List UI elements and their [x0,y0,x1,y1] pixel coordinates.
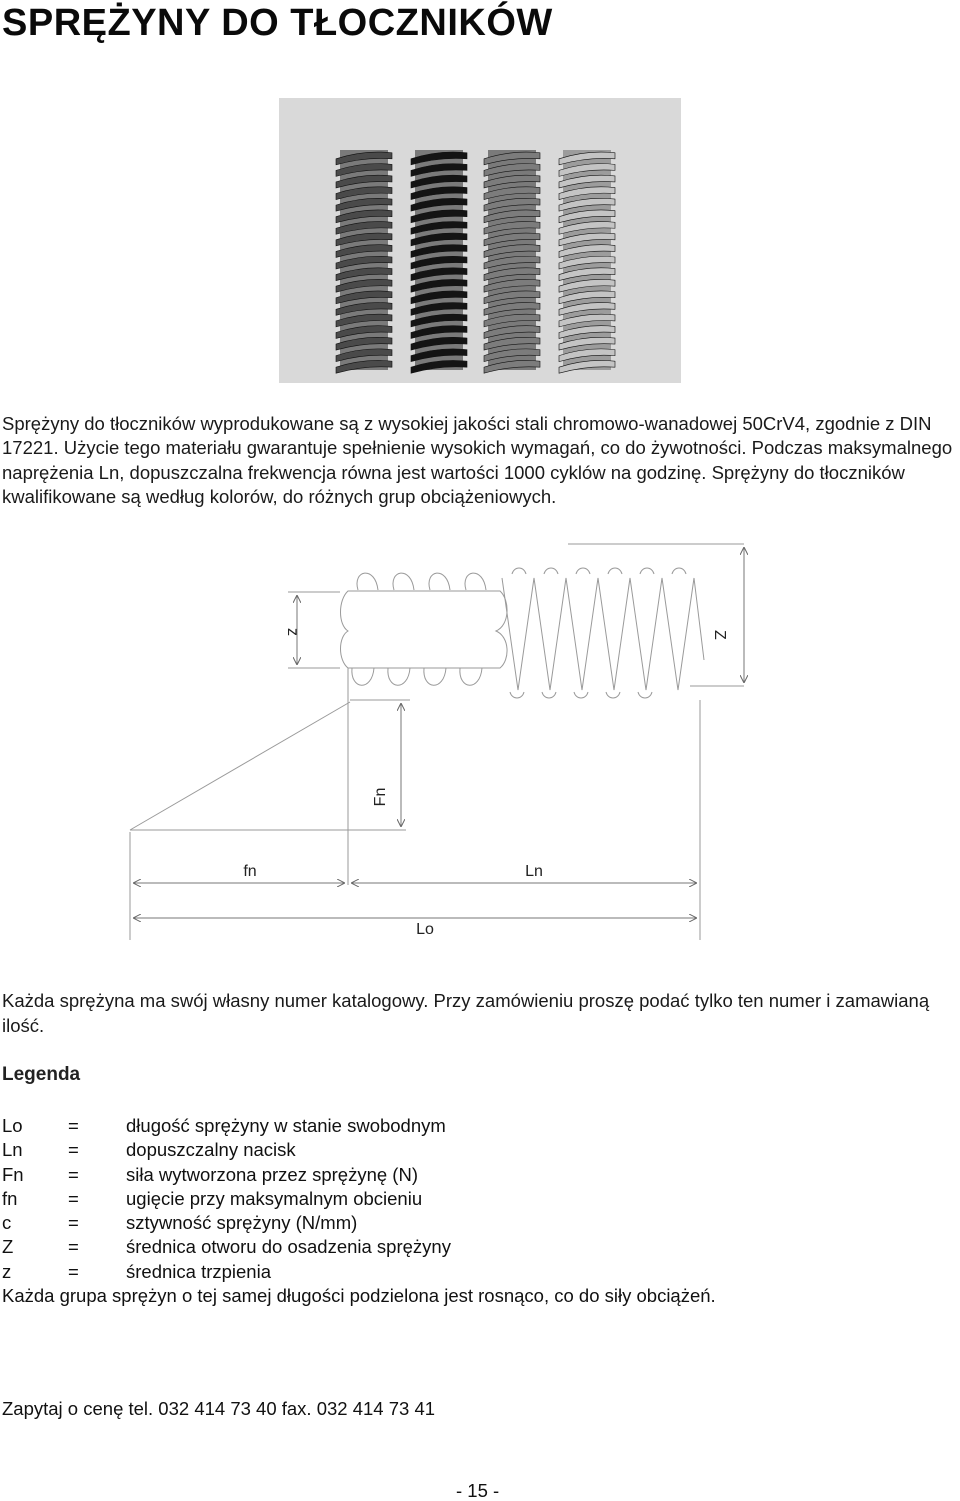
legend-item [2,1163,902,1187]
catalog-note: Każda sprężyna ma swój własny numer katalogowy. Przy zamówieniu proszę podać tylko ten numer i zamawianą ilość. [2,990,930,1036]
legend-symbol: Lo [2,1115,23,1136]
springs-photo [279,98,681,383]
group-note: Każda grupa sprężyn o tej samej długości podzielona jest rosnąco, co do siły obciążeń. [2,1285,716,1306]
label-Z: Z [711,630,728,640]
legend-item [2,1187,902,1211]
legend-item [2,1260,902,1284]
label-fn: fn [243,863,257,880]
load-line [130,702,350,830]
label-z: z [284,628,301,636]
legend-equals: = [68,1139,79,1161]
mandrel [341,591,508,668]
legend-description: dopuszczalny nacisk [126,1139,296,1161]
label-Lo: Lo [416,921,434,938]
legend-equals: = [68,1187,79,1209]
spring-1 [336,150,392,373]
legend-equals: = [68,1115,79,1136]
legend-equals: = [68,1163,79,1185]
legend-description: ugięcie przy maksymalnym obcieniu [126,1187,423,1209]
label-Fn: Fn [372,787,389,807]
page-number: - 15 - [456,1480,500,1501]
compressed-coils-top [357,573,486,590]
spring-2 [411,150,467,373]
legend-symbol: Z [2,1236,14,1258]
contact-info: Zapytaj o cenę tel. 032 414 73 40 fax. 032 414 73 41 [2,1398,436,1419]
spring-4 [559,150,615,373]
legend-symbol: Fn [2,1163,24,1185]
label-Ln: Ln [525,863,543,880]
legend-equals: = [68,1236,79,1258]
spring-diagram [0,540,960,960]
intro-paragraph: Sprężyny do tłoczników wyprodukowane są z wysokiej jakości stali chromowo-wanadowej 50CrV4, zgodnie z DIN 17221. Użycie tego materiału gwarantuje spełnienie wysokich wymagań, co do żywotności. Podczas maksymalnego naprężenia Ln, dopuszczalna frekwencja równa jest wartości 1000 cyklów na godzinę. Sprężyny do tłoczników kwalifikowane są według kolorów, do różnych grup obciążeniowych. [2,413,953,507]
legend-item [2,1138,902,1162]
legend-description: długość sprężyny w stanie swobodnym [126,1115,446,1136]
compressed-coils-bottom [352,668,482,685]
legend-list [2,1114,902,1284]
free-spring-coils [502,568,704,698]
legend-description: siła wytworzona przez sprężynę (N) [126,1163,418,1185]
legend-symbol: c [2,1212,12,1234]
legend-equals: = [68,1212,79,1234]
page-title: SPRĘŻYNY DO TŁOCZNIKÓW [2,2,553,44]
legend-heading: Legenda [2,1064,81,1085]
legend-item [2,1114,902,1138]
legend-equals: = [68,1260,79,1282]
legend-symbol: z [2,1260,12,1282]
legend-symbol: fn [2,1187,18,1209]
legend-item [2,1211,902,1235]
legend-description: średnica otworu do osadzenia sprężyny [126,1236,451,1258]
legend-symbol: Ln [2,1139,23,1161]
spring-3 [484,150,540,373]
legend-description: średnica trzpienia [126,1260,271,1282]
spring-diagram-svg [0,540,960,960]
legend-description: sztywność sprężyny (N/mm) [126,1212,358,1234]
legend-item [2,1235,902,1259]
springs-photo-image [279,98,681,383]
